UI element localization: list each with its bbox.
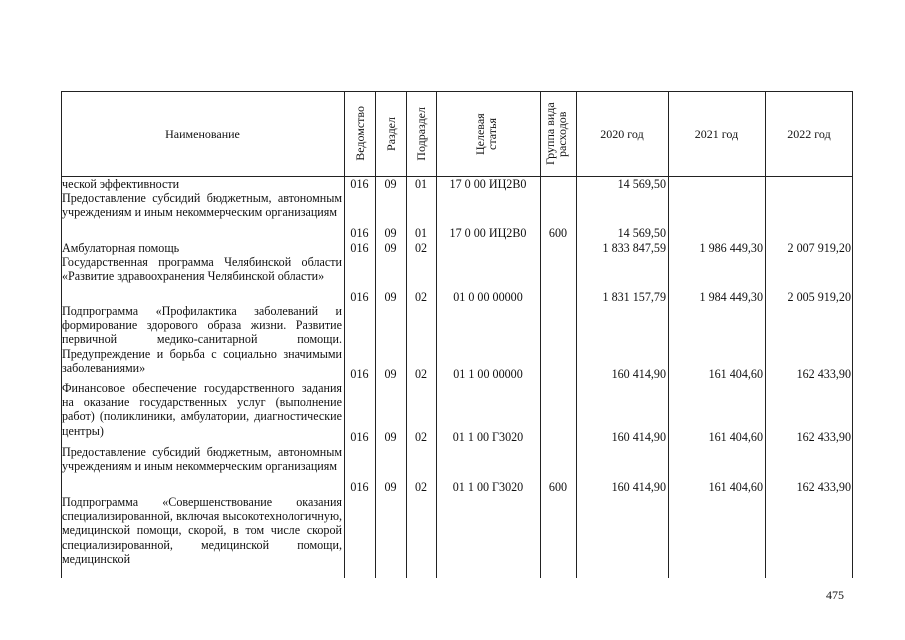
row-2021: 161 404,60 [708, 367, 763, 381]
row-2020: 1 833 847,59 [602, 241, 666, 255]
row-2022: 2 007 919,20 [787, 241, 851, 255]
header-gruppa: Группа вида расходов [543, 102, 569, 165]
header-podrazdel: Подраздел [414, 106, 428, 161]
row-razdel: 09 [384, 430, 397, 444]
row-2020: 14 569,50 [617, 177, 666, 191]
row-name: Амбулаторная помощь [62, 241, 180, 255]
row-name: Предоставление субсидий бюджетным, автономным учреждениям и иным некоммерческим организациям [62, 445, 342, 474]
budget-table [61, 91, 853, 578]
row-celevaya: 01 0 00 00000 [453, 290, 523, 304]
header-podrazdel-cell [406, 91, 436, 176]
header-year-2021: 2021 год [694, 126, 739, 141]
row-podrazdel: 02 [414, 480, 428, 494]
row-2021: 161 404,60 [708, 430, 763, 444]
row-vedomstvo: 016 [350, 480, 369, 494]
row-gruppa: 600 [548, 480, 568, 494]
row-2022: 162 433,90 [796, 367, 851, 381]
row-celevaya: 01 1 00 Г3020 [452, 480, 524, 494]
row-2022: 2 005 919,20 [787, 290, 851, 304]
row-name: Подпрограмма «Профилактика заболеваний и формирование здорового образа жизни. Развитие первичной медико-санитарной помощи. Предупреждение и борьба с социально значимыми заболеваниями» [62, 304, 342, 375]
row-2020: 160 414,90 [611, 430, 666, 444]
row-razdel: 09 [384, 480, 397, 494]
row-celevaya: 17 0 00 ИЦ2В0 [449, 226, 527, 240]
row-2022: 162 433,90 [796, 480, 851, 494]
row-2020: 1 831 157,79 [602, 290, 666, 304]
row-celevaya: 01 1 00 00000 [453, 367, 523, 381]
row-razdel: 09 [384, 177, 397, 191]
row-2020: 160 414,90 [611, 367, 666, 381]
row-2021: 1 986 449,30 [699, 241, 763, 255]
row-podrazdel: 02 [414, 430, 428, 444]
row-name: Финансовое обеспечение государственного задания на оказание государственных услуг (выполнение работ) (поликлиники, амбулатории, диагностические центры) [62, 381, 342, 438]
row-celevaya: 17 0 00 ИЦ2В0 [449, 177, 527, 191]
header-celevaya-cell [436, 91, 540, 176]
row-podrazdel: 01 [414, 226, 428, 240]
row-vedomstvo: 016 [350, 367, 369, 381]
header-vedomstvo: Ведомство [352, 106, 367, 161]
row-podrazdel: 01 [414, 177, 428, 191]
table-row [61, 495, 853, 578]
row-razdel: 09 [384, 367, 397, 381]
row-podrazdel: 02 [414, 241, 428, 255]
row-vedomstvo: 016 [350, 430, 369, 444]
row-vedomstvo: 016 [350, 226, 369, 240]
row-2022: 162 433,90 [796, 430, 851, 444]
header-razdel-cell [375, 91, 406, 176]
page-number: 475 [826, 588, 844, 602]
row-vedomstvo: 016 [350, 241, 369, 255]
header-razdel: Раздел [383, 116, 398, 151]
row-razdel: 09 [384, 290, 397, 304]
row-celevaya: 01 1 00 Г3020 [452, 430, 524, 444]
row-name: Предоставление субсидий бюджетным, автономным учреждениям и иным некоммерческим организациям [62, 191, 342, 220]
header-name: Наименование [165, 126, 240, 141]
row-podrazdel: 02 [414, 290, 428, 304]
row-name: Подпрограмма «Совершенствование оказания специализированной, включая высокотехнологичную, медицинской помощи, скорой, в том числе скорой специализированной, медицинской помощи, медицинской [62, 495, 342, 566]
row-razdel: 09 [384, 226, 397, 240]
header-celevaya: Целевая статья [473, 112, 499, 155]
row-2020: 14 569,50 [617, 226, 666, 240]
row-2021: 161 404,60 [708, 480, 763, 494]
header-year-2020: 2020 год [600, 126, 644, 141]
row-name: ческой эффективности [62, 177, 180, 191]
row-name: Государственная программа Челябинской области «Развитие здравоохранения Челябинской области» [62, 255, 342, 284]
header-vedomstvo-cell [344, 91, 375, 176]
row-2021: 1 984 449,30 [699, 290, 763, 304]
row-gruppa: 600 [548, 226, 568, 240]
header-year-2022: 2022 год [787, 126, 831, 141]
header-gruppa-cell [540, 91, 576, 176]
row-vedomstvo: 016 [350, 290, 369, 304]
row-podrazdel: 02 [414, 367, 428, 381]
row-razdel: 09 [384, 241, 397, 255]
row-2020: 160 414,90 [611, 480, 666, 494]
row-vedomstvo: 016 [350, 177, 369, 191]
